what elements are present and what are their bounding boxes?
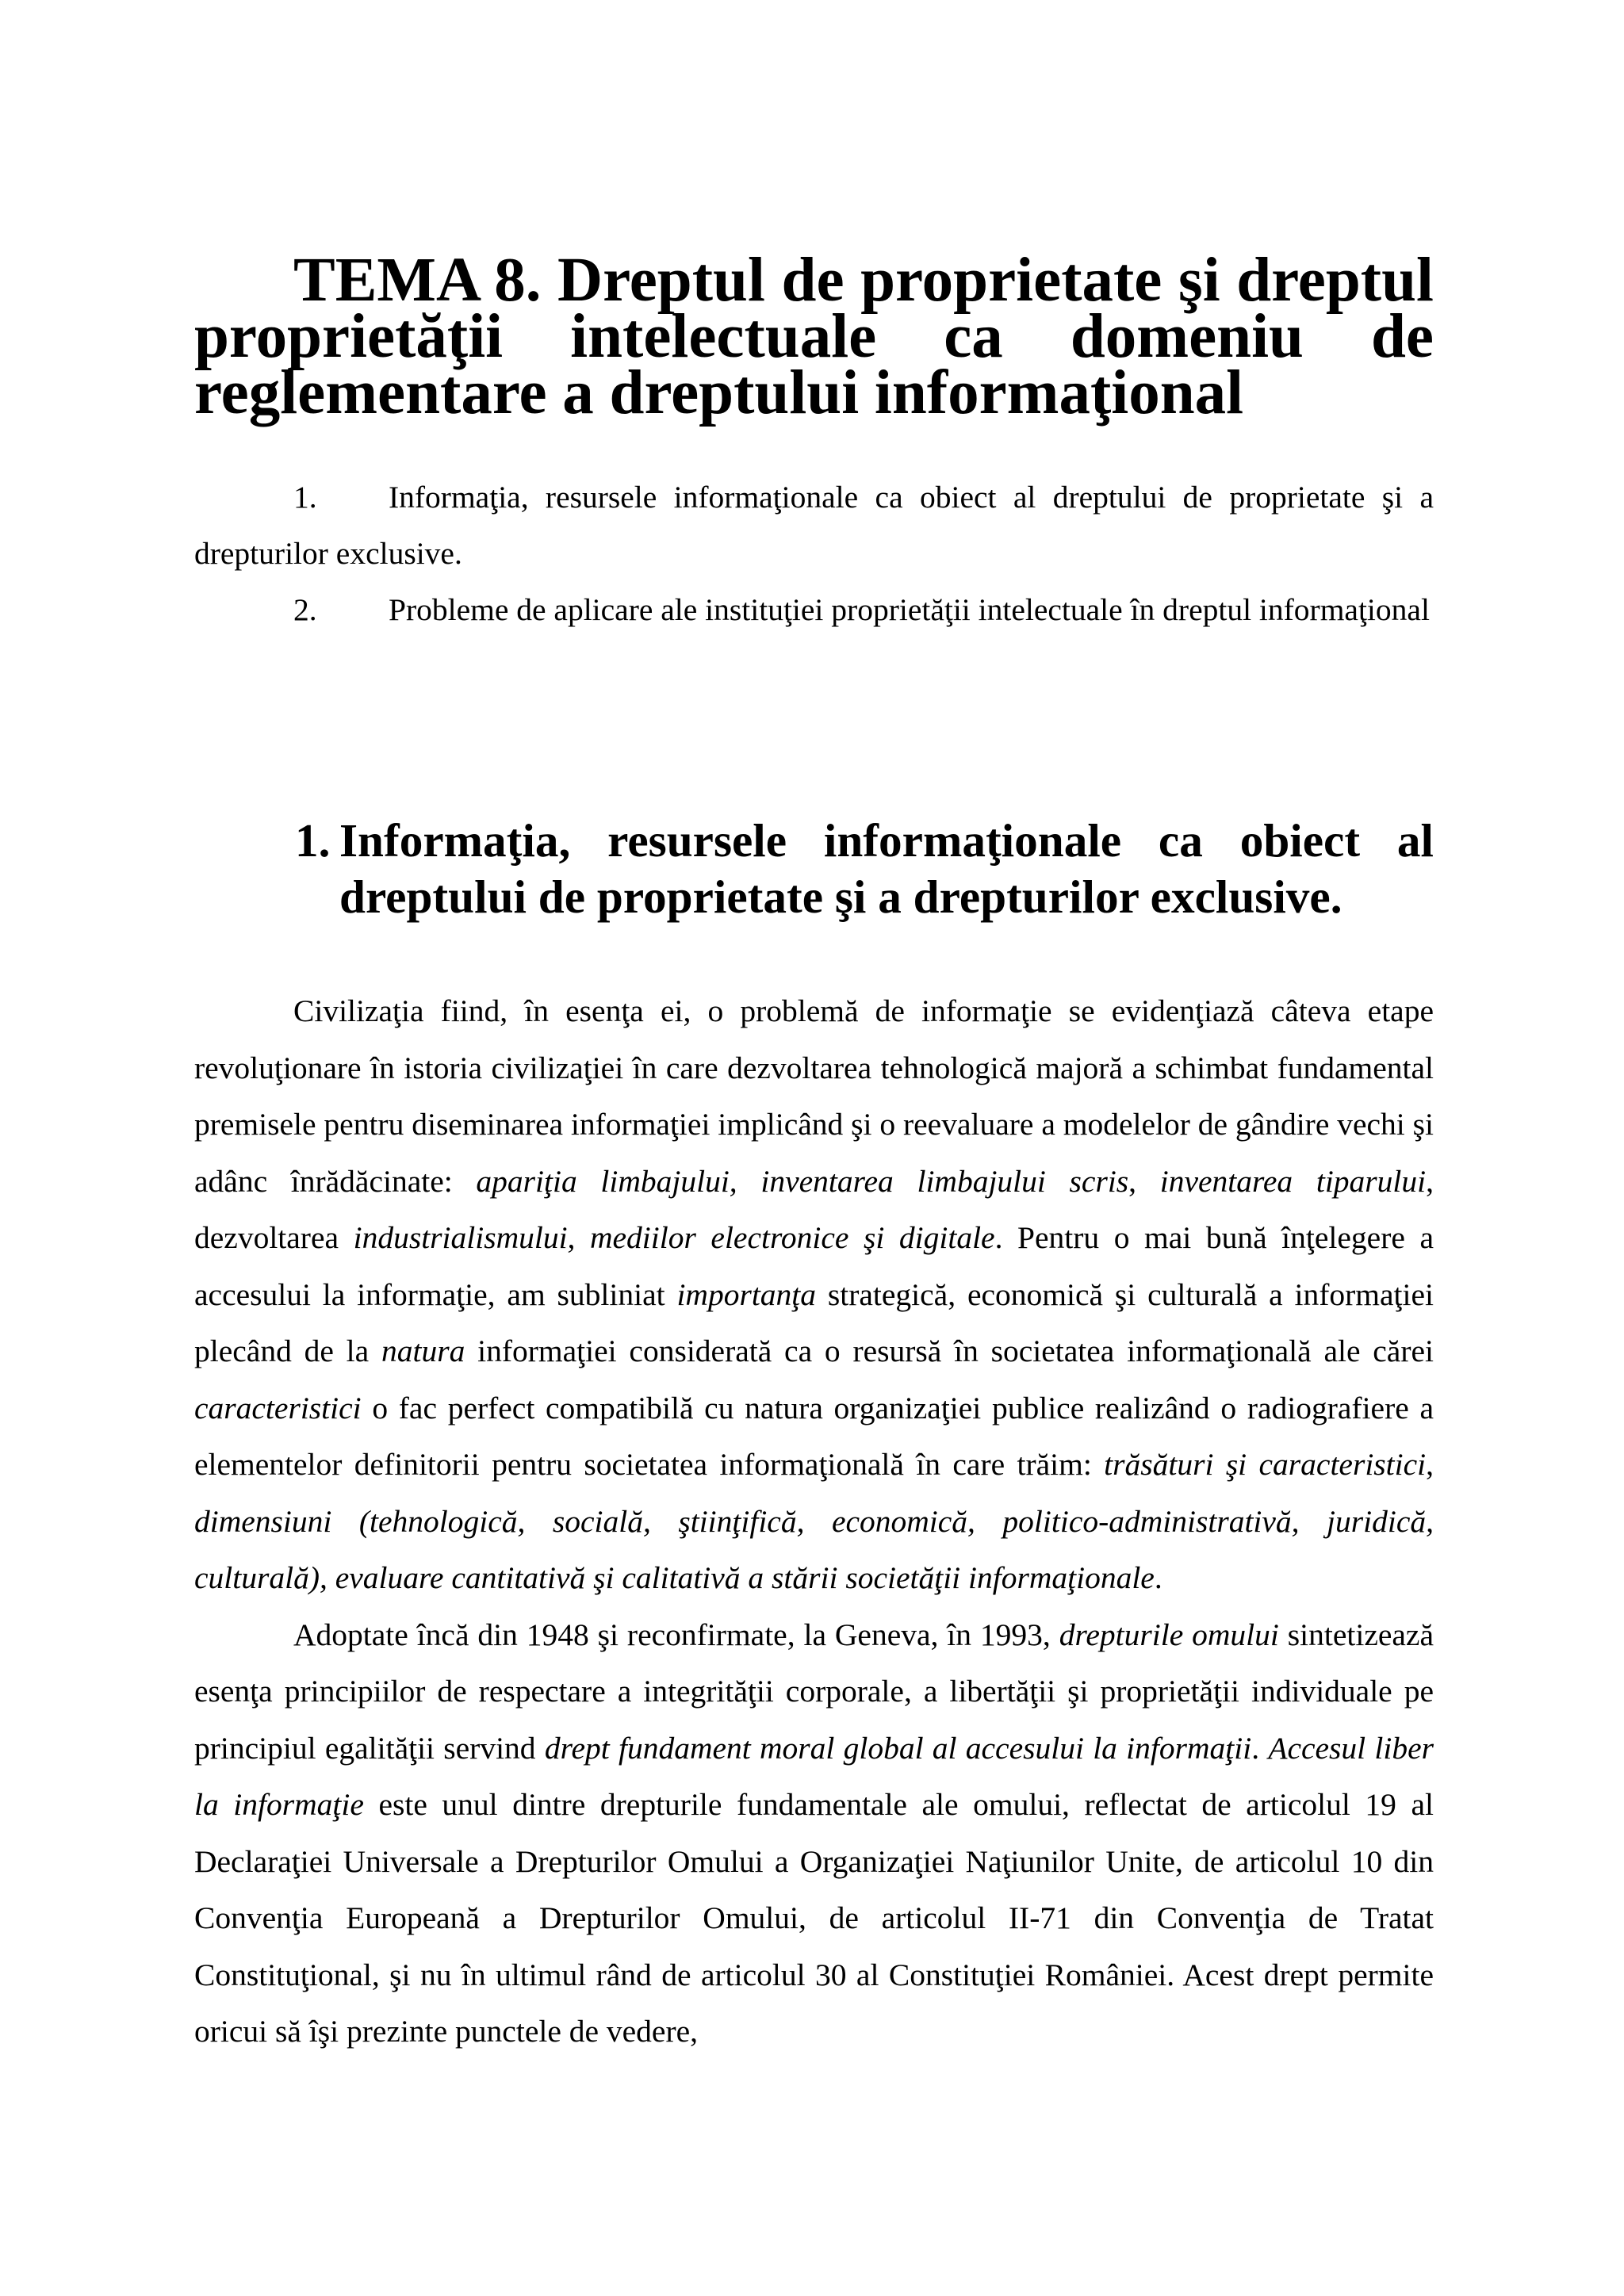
outline-item-number: 1.	[293, 480, 317, 515]
text-run: strategică, economică şi culturală a informaţiei plecând de la	[194, 1276, 1434, 1368]
text-run: , dezvoltarea	[194, 1163, 1434, 1255]
outline-item	[194, 469, 1434, 582]
body-text	[194, 983, 1434, 2061]
italic-run: drept fundament moral global al accesului la informaţii	[544, 1730, 1252, 1766]
text-run: Adoptate încă din 1948 şi reconfirmate, la Geneva, în 1993,	[293, 1617, 1059, 1652]
italic-run: inventarea tiparului	[1159, 1163, 1427, 1199]
text-run: ,	[1426, 1447, 1434, 1482]
outline-item-text: Probleme de aplicare ale instituţiei proprietăţii intelectuale în dreptul informaţional	[389, 592, 1430, 627]
italic-run: natura	[381, 1334, 465, 1368]
section-heading	[295, 813, 1434, 925]
body-paragraph	[194, 983, 1434, 1607]
text-run: .	[1154, 1560, 1162, 1595]
italic-run: apariţia limbajului, inventarea limbajului scris	[476, 1163, 1129, 1199]
italic-run: industrialismului, mediilor electronice şi digitale	[353, 1220, 995, 1255]
text-run: . Pentru o mai bună înţelegere a accesului la informaţie, am subliniat	[194, 1220, 1434, 1312]
italic-run: trăsături şi caracteristici	[1104, 1447, 1427, 1482]
text-run: informaţiei considerată ca o resursă în societatea informaţională ale cărei	[465, 1334, 1434, 1368]
italic-run: dimensiuni (tehnologică, socială, ştiinţifică, economică, politico-administrativă, juridică, culturală), evaluare cantitativă şi calitativă a stării societăţii informaţionale	[194, 1503, 1434, 1595]
italic-run: drepturile omului	[1059, 1617, 1279, 1652]
document-title: TEMA 8. Dreptul de proprietate şi dreptul proprietăţii intelectuale ca domeniu de reglementare a dreptului informaţional	[194, 246, 1434, 427]
topic-outline	[194, 469, 1434, 638]
italic-run: caracteristici	[194, 1390, 362, 1425]
outline-item-number: 2.	[293, 592, 317, 627]
text-run: sintetizează esenţa principiilor de respectare a integrităţii corporale, a libertăţii şi proprietăţii individuale pe principiul egalităţii servind	[194, 1617, 1434, 1766]
section-heading-number: 1.	[295, 814, 331, 867]
outline-item	[194, 582, 1434, 638]
body-paragraph	[194, 1607, 1434, 2061]
text-run: ,	[1128, 1163, 1160, 1199]
text-run: o fac perfect compatibilă cu natura organizaţiei publice realizând o radiografiere a elementelor definitorii pentru societatea informaţională în care trăim:	[194, 1390, 1434, 1482]
italic-run: importanţa	[676, 1276, 817, 1312]
section-heading-text: Informaţia, resursele informaţionale ca obiect al dreptului de proprietate şi a drepturilor exclusive.	[339, 814, 1434, 923]
text-run: Civilizaţia fiind, în esenţa ei, o problemă de informaţie se evidenţiază câteva etape revoluţionare în istoria civilizaţiei în care dezvoltarea tehnologică majoră a schimbat fundamental premisele pentru diseminarea informaţiei implicând şi o reevaluare a modelelor de gândire vechi şi adânc înrădăcinate:	[194, 993, 1434, 1199]
outline-item-text: Informaţia, resursele informaţionale ca obiect al dreptului de proprietate şi a drepturilor exclusive.	[194, 480, 1434, 571]
text-run: este unul dintre drepturile fundamentale ale omului, reflectat de articolul 19 al Declaraţiei Universale a Drepturilor Omului a Organizaţiei Naţiunilor Unite, de articolul 10 din Convenţia Europeană a Drepturilor Omului, de articolul II-71 din Convenţia de Tratat Constituţional, şi nu în ultimul rând de articolul 30 al Constituţiei României. Acest drept permite oricui să îşi prezinte punctele de vedere,	[194, 1787, 1434, 2049]
text-run: .	[1251, 1730, 1269, 1766]
italic-run: Accesul liber la informaţie	[194, 1730, 1434, 1822]
